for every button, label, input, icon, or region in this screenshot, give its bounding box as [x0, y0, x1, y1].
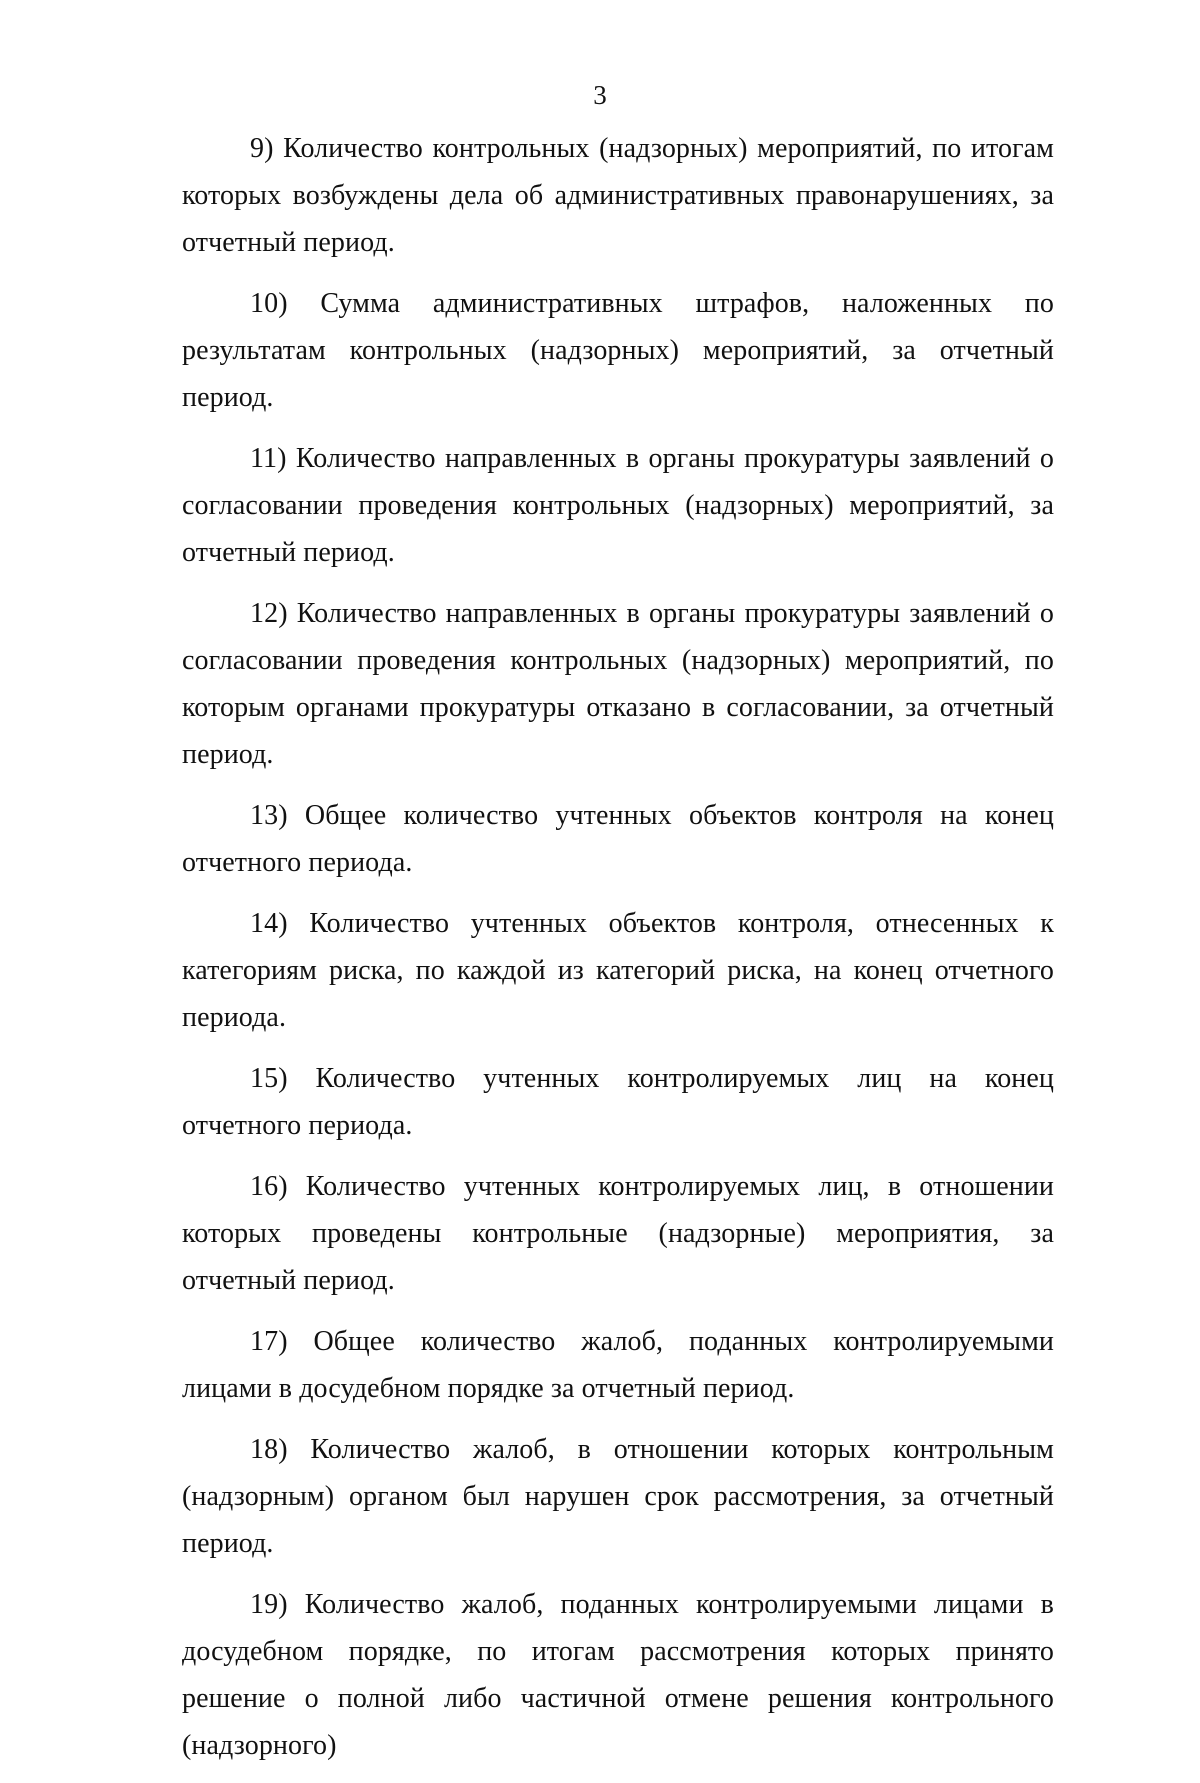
page-number: 3 [593, 80, 607, 110]
paragraph-item-18: 18) Количество жалоб, в отношении которых контрольным (надзорным) органом был нарушен срок рассмотрения, за отчетный период. [182, 1434, 1054, 1559]
paragraph-item-14: 14) Количество учтенных объектов контроля, отнесенных к категориям риска, по каждой из категорий риска, на конец отчетного периода. [182, 908, 1054, 1033]
paragraph-item-13: 13) Общее количество учтенных объектов контроля на конец отчетного периода. [182, 800, 1054, 878]
paragraph-item-15: 15) Количество учтенных контролируемых лиц на конец отчетного периода. [182, 1063, 1054, 1141]
paragraph-item-10: 10) Сумма административных штрафов, наложенных по результатам контрольных (надзорных) мероприятий, за отчетный период. [182, 288, 1054, 413]
paragraph-item-12: 12) Количество направленных в органы прокуратуры заявлений о согласовании проведения контрольных (надзорных) мероприятий, по которым органами прокуратуры отказано в согласовании, за отчетный период. [182, 598, 1054, 770]
paragraph-item-11: 11) Количество направленных в органы прокуратуры заявлений о согласовании проведения контрольных (надзорных) мероприятий, за отчетный период. [182, 443, 1054, 568]
paragraph-item-16: 16) Количество учтенных контролируемых лиц, в отношении которых проведены контрольные (надзорные) мероприятия, за отчетный период. [182, 1171, 1054, 1296]
paragraph-item-9: 9) Количество контрольных (надзорных) мероприятий, по итогам которых возбуждены дела об административных правонарушениях, за отчетный период. [182, 133, 1054, 258]
paragraph-item-17: 17) Общее количество жалоб, поданных контролируемыми лицами в досудебном порядке за отчетный период. [182, 1326, 1054, 1404]
document-body [182, 125, 1054, 1783]
paragraph-item-19: 19) Количество жалоб, поданных контролируемыми лицами в досудебном порядке, по итогам рассмотрения которых принято решение о полной либо частичной отмене решения контрольного (надзорного) [182, 1589, 1054, 1761]
